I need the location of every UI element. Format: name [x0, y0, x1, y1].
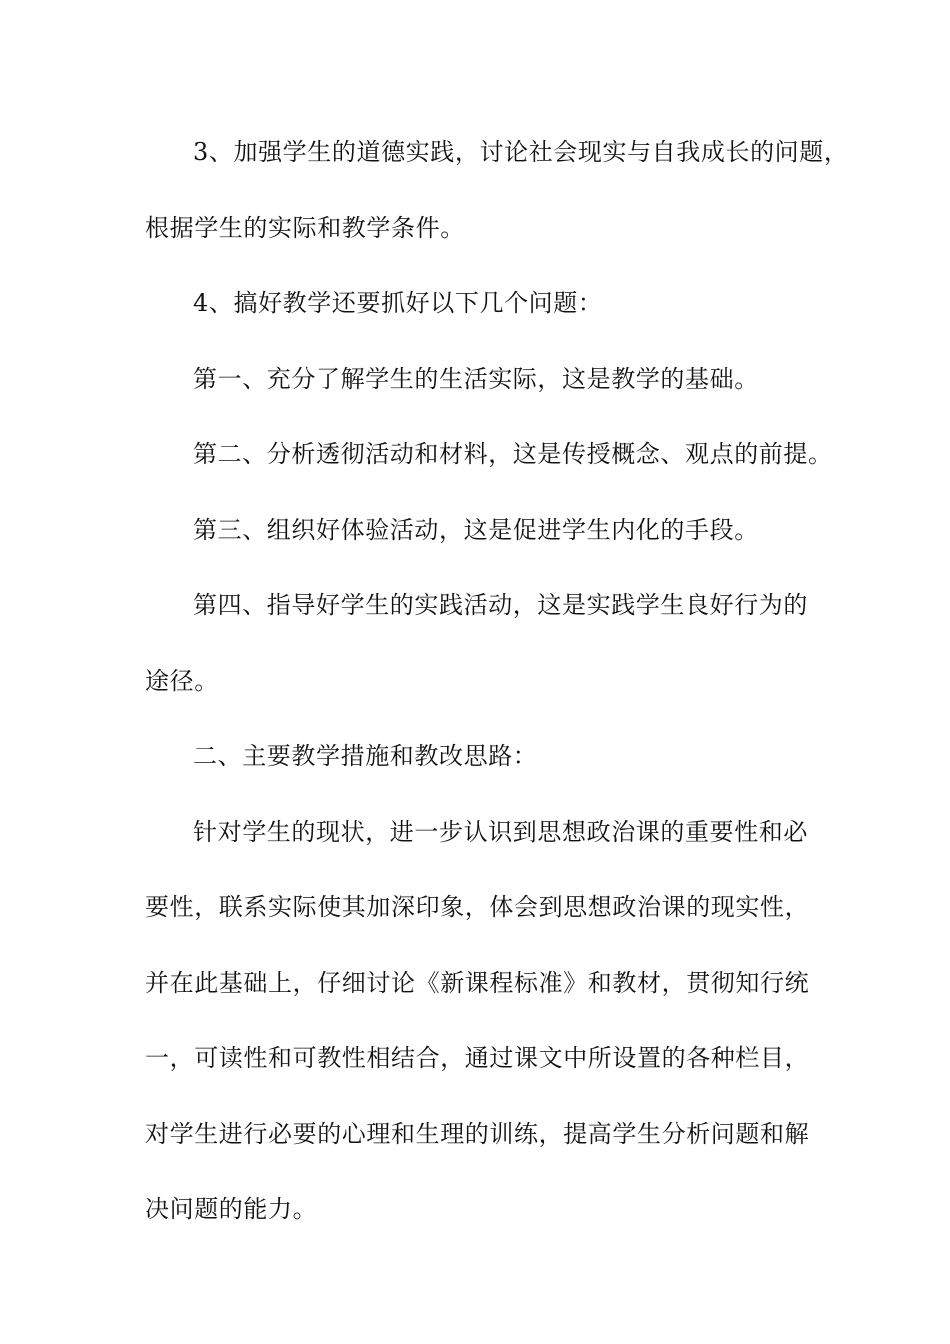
text-line: 要性，联系实际使其加深印象，体会到思想政治课的现实性，	[145, 893, 810, 921]
text-line: 第二、分析透彻活动和材料，这是传授概念、观点的前提。	[193, 440, 833, 468]
text-line: 对学生进行必要的心理和生理的训练，提高学生分析问题和解	[145, 1119, 810, 1148]
text-line: 第四、指导好学生的实践活动，这是实践学生良好行为的	[193, 591, 808, 619]
document-body	[145, 128, 849, 1261]
text-line: 4、搞好教学还要抓好以下几个问题：	[193, 289, 603, 317]
text-line: 途径。	[145, 666, 219, 695]
text-line: 3、加强学生的道德实践，讨论社会现实与自我成长的问题，	[193, 138, 849, 166]
text-line: 并在此基础上，仔细讨论《新课程标准》和教材，贯彻知行统	[145, 968, 810, 997]
text-line: 一，可读性和可教性相结合，通过课文中所设置的各种栏目，	[145, 1044, 810, 1072]
text-line: 决问题的能力。	[145, 1195, 318, 1223]
section-heading: 二、主要教学措施和教改思路：	[193, 742, 538, 770]
text-line: 第一、充分了解学生的生活实际，这是教学的基础。	[193, 364, 759, 393]
text-line: 第三、组织好体验活动，这是促进学生内化的手段。	[193, 515, 759, 544]
text-line: 针对学生的现状，进一步认识到思想政治课的重要性和必	[193, 817, 808, 846]
text-line: 根据学生的实际和教学条件。	[145, 213, 465, 242]
